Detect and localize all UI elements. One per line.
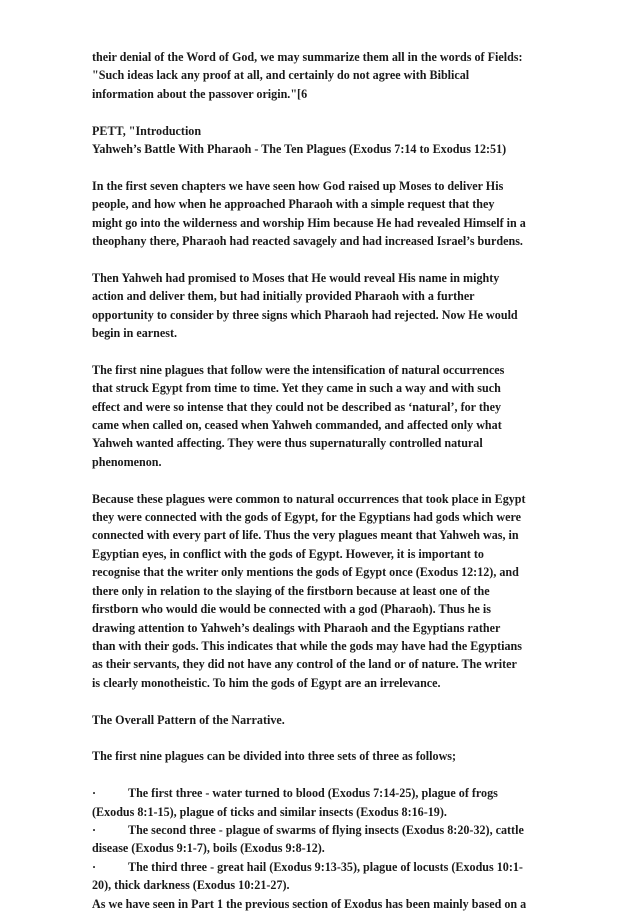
text-line: firstborn who would die would be connected with a god (Pharaoh). Thus he is [92, 602, 491, 617]
text-line: theophany there, Pharaoh had reacted savagely and had increased Israel’s burdens. [92, 234, 523, 249]
plague-list [92, 784, 546, 894]
section-heading [92, 711, 546, 729]
text-line: Yahweh wanted affecting. They were thus supernaturally controlled natural [92, 436, 483, 451]
plague-list-item [92, 858, 546, 895]
para-nine-plagues [92, 361, 546, 471]
closing-paragraph [92, 895, 546, 913]
intro-quote [92, 48, 546, 103]
para-three-sets [92, 747, 546, 765]
text-line: 20), thick darkness (Exodus 10:21-27). [92, 878, 290, 893]
text-line: that struck Egypt from time to time. Yet they came in such a way and with such [92, 381, 501, 396]
para-gods-of-egypt [92, 490, 546, 692]
text-line: phenomenon. [92, 454, 162, 469]
text-line: people, and how when he approached Pharaoh with a simple request that they [92, 197, 495, 212]
text-line: effect and were so intense that they could not be described as ‘natural’, for they [92, 399, 502, 414]
text-line: opportunity to consider by three signs which Pharaoh had rejected. Now He would [92, 307, 518, 322]
text-line: might go into the wilderness and worship Him because He had revealed Himself in a [92, 215, 526, 230]
text-line: is clearly monotheistic. To him the gods of Egypt are an irrelevance. [92, 675, 441, 690]
text-line: The first nine plagues can be divided into three sets of three as follows; [92, 749, 457, 764]
source-heading [92, 122, 546, 159]
text-line: their denial of the Word of God, we may summarize them all in the words of Fields: [92, 50, 523, 64]
text-line: The Overall Pattern of the Narrative. [92, 712, 285, 727]
text-line: action and deliver them, but had initially provided Pharaoh with a further [92, 289, 475, 304]
text-line: As we have seen in Part 1 the previous section of Exodus has been mainly based on a [92, 896, 527, 911]
text-line: The second three - plague of swarms of flying insects (Exodus 8:20-32), cattle [128, 822, 524, 837]
bullet-marker: · [92, 786, 97, 801]
text-line: there only in relation to the slaying of the firstborn because at least one of the [92, 583, 490, 598]
text-line: The first nine plagues that follow were the intensification of natural occurrences [92, 362, 505, 377]
plague-list-item [92, 821, 546, 858]
text-line: Yahweh’s Battle With Pharaoh - The Ten Plagues (Exodus 7:14 to Exodus 12:51) [92, 142, 507, 157]
bullet-marker: · [92, 859, 97, 874]
text-line: In the first seven chapters we have seen how God raised up Moses to deliver His [92, 178, 504, 193]
text-line: information about the passover origin."[6 [92, 86, 308, 101]
text-line: Then Yahweh had promised to Moses that He would reveal His name in mighty [92, 270, 500, 285]
text-line: "Such ideas lack any proof at all, and certainly do not agree with Biblical [92, 68, 470, 83]
text-line: begin in earnest. [92, 326, 177, 341]
text-line: PETT, "Introduction [92, 123, 202, 138]
text-line: as their servants, they did not have any control of the land or of nature. The writer [92, 657, 517, 672]
text-line: Because these plagues were common to natural occurrences that took place in Egypt [92, 491, 526, 506]
text-line: disease (Exodus 9:1-7), boils (Exodus 9:8-12). [92, 841, 325, 856]
text-line: Egyptian eyes, in conflict with the gods of Egypt. However, it is important to [92, 546, 484, 561]
text-line: The third three - great hail (Exodus 9:13-35), plague of locusts (Exodus 10:1- [128, 859, 523, 874]
plague-list-item [92, 784, 546, 821]
para-promise [92, 269, 546, 343]
text-line: connected with every part of life. Thus the very plagues meant that Yahweh was, in [92, 528, 519, 543]
text-line: (Exodus 8:1-15), plague of ticks and similar insects (Exodus 8:16-19). [92, 804, 447, 819]
text-line: drawing attention to Yahweh’s dealings with Pharaoh and the Egyptians rather [92, 620, 501, 635]
text-line: they were connected with the gods of Egypt, for the Egyptians had gods which were [92, 510, 521, 525]
body-paragraphs [92, 48, 546, 766]
text-line: than with their gods. This indicates that while the gods may have had the Egyptians [92, 638, 522, 653]
text-line: recognise that the writer only mentions the gods of Egypt once (Exodus 12:12), and [92, 565, 519, 580]
text-line: The first three - water turned to blood (Exodus 7:14-25), plague of frogs [128, 786, 498, 801]
bullet-marker: · [92, 822, 97, 837]
para-seven-chapters [92, 177, 546, 251]
text-line: came when called on, ceased when Yahweh commanded, and affected only what [92, 418, 502, 433]
